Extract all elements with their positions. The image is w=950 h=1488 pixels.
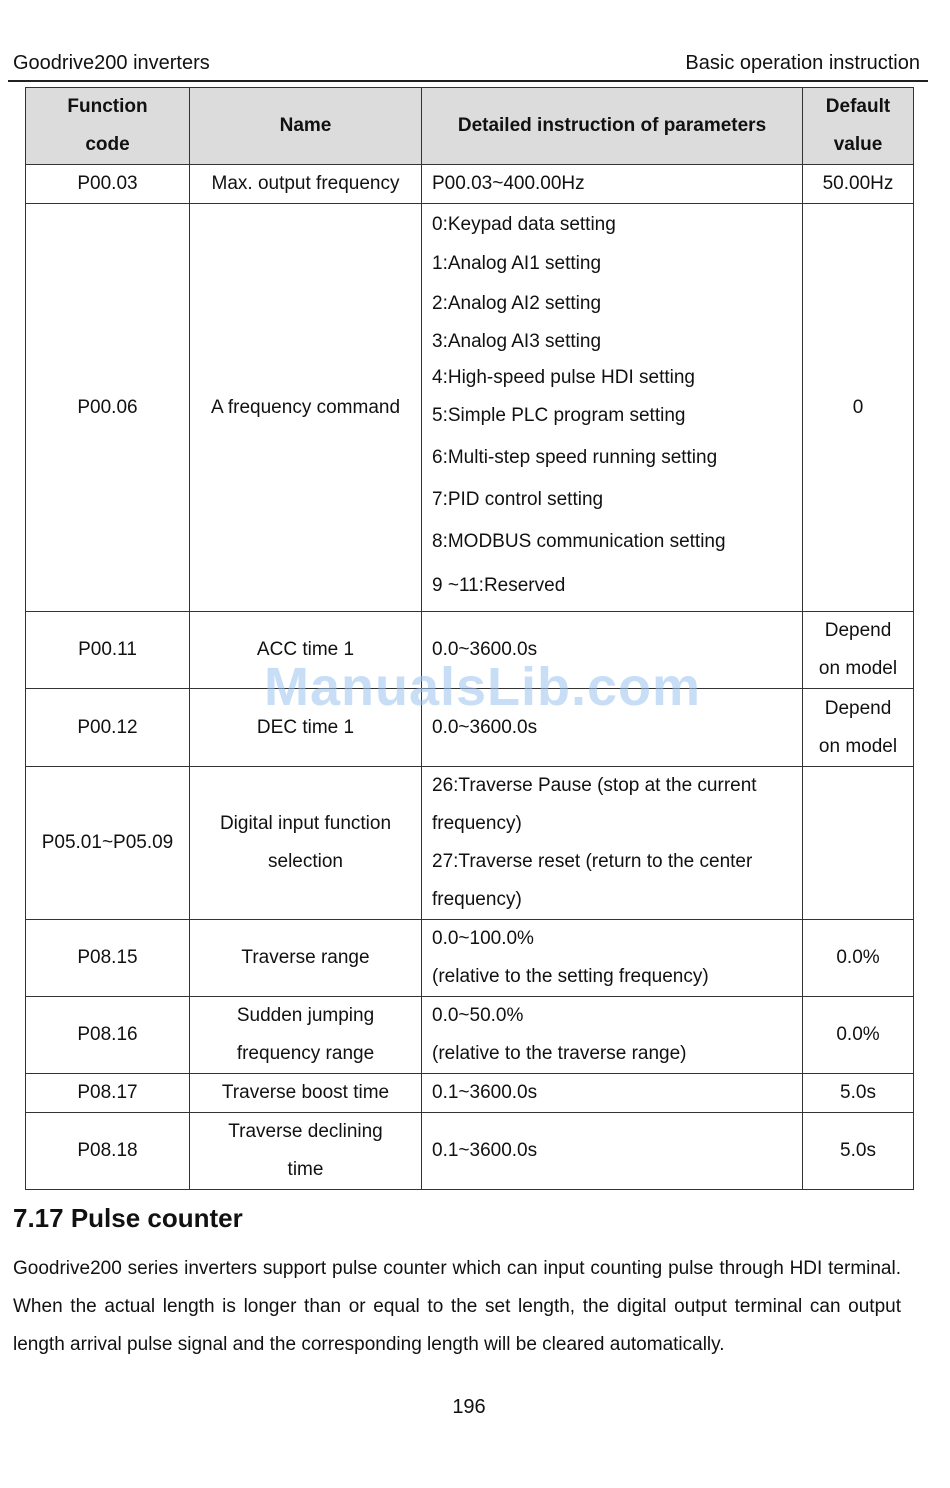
header-name: Name xyxy=(190,88,422,165)
default-value xyxy=(803,767,914,920)
watermark: ManualsLib.com xyxy=(263,657,702,717)
header-title: Goodrive200 inverters xyxy=(13,52,210,74)
param-detail: 0.1~3600.0s xyxy=(422,1113,803,1190)
function-code: P05.01~P05.09 xyxy=(26,767,190,920)
table-row xyxy=(26,920,914,997)
param-name: ACC time 1 xyxy=(190,612,422,689)
param-name: Traverse declining time xyxy=(190,1113,422,1190)
default-value: Depend on model xyxy=(803,612,914,689)
detail-line: frequency) xyxy=(432,813,522,834)
table-row xyxy=(26,1074,914,1113)
default-value: Depend on model xyxy=(803,689,914,767)
option-item: 0:Keypad data setting xyxy=(432,213,616,235)
table-row xyxy=(26,204,914,612)
table-row xyxy=(26,1113,914,1190)
function-code: P00.11 xyxy=(26,612,190,689)
page-number: 196 xyxy=(452,1396,486,1418)
header-function-code: Function code xyxy=(26,88,190,165)
function-code: P08.16 xyxy=(26,997,190,1074)
param-name: Max. output frequency xyxy=(190,165,422,204)
option-item: 3:Analog AI3 setting xyxy=(432,330,602,352)
option-item: 6:Multi-step speed running setting xyxy=(432,446,718,468)
param-detail: 0.0~100.0% (relative to the setting frequency) xyxy=(422,920,803,997)
option-item: 4:High-speed pulse HDI setting xyxy=(432,366,695,388)
param-name: Sudden jumping frequency range xyxy=(190,997,422,1074)
header-section: Basic operation instruction xyxy=(685,52,920,74)
detail-line: 27:Traverse reset (return to the center xyxy=(432,851,753,872)
param-name: DEC time 1 xyxy=(190,689,422,767)
option-item: 7:PID control setting xyxy=(432,488,604,510)
param-detail: 0.0~50.0% (relative to the traverse range) xyxy=(422,997,803,1074)
default-value: 0.0% xyxy=(803,920,914,997)
param-detail: 0.0~3600.0s xyxy=(422,612,803,689)
detail-line: frequency) xyxy=(432,889,522,910)
table-row xyxy=(26,997,914,1074)
param-detail: 0.0~3600.0s xyxy=(422,689,803,767)
option-item: 8:MODBUS communication setting xyxy=(432,530,726,552)
default-value: 5.0s xyxy=(803,1074,914,1113)
function-code: P08.18 xyxy=(26,1113,190,1190)
function-code: P08.17 xyxy=(26,1074,190,1113)
default-value: 50.00Hz xyxy=(803,165,914,204)
param-name: Traverse range xyxy=(190,920,422,997)
table-row xyxy=(26,767,914,920)
header-default-value: Default value xyxy=(803,88,914,165)
parameter-table xyxy=(25,87,914,1190)
table-header-row xyxy=(26,88,914,165)
function-code: P08.15 xyxy=(26,920,190,997)
default-value: 0 xyxy=(803,204,914,612)
detail-line: 26:Traverse Pause (stop at the current xyxy=(432,775,757,796)
function-code: P00.12 xyxy=(26,689,190,767)
table-row xyxy=(26,165,914,204)
option-item: 9 ~11:Reserved xyxy=(432,574,566,596)
function-code: P00.06 xyxy=(26,204,190,612)
function-code: P00.03 xyxy=(26,165,190,204)
param-name: Digital input function selection xyxy=(190,767,422,920)
param-detail xyxy=(422,767,803,920)
header-detail: Detailed instruction of parameters xyxy=(422,88,803,165)
param-detail: P00.03~400.00Hz xyxy=(422,165,803,204)
option-item: 1:Analog AI1 setting xyxy=(432,252,602,274)
option-item: 2:Analog AI2 setting xyxy=(432,292,602,314)
default-value: 0.0% xyxy=(803,997,914,1074)
option-item: 5:Simple PLC program setting xyxy=(432,404,686,426)
section-body: Goodrive200 series inverters support pulse counter which can input counting pulse through HDI terminal. When the actual length is longer than or equal to the set length, the digital output terminal can output length arrival pulse signal and the corresponding length will be cleared automatically. xyxy=(13,1258,901,1355)
param-detail: 0.1~3600.0s xyxy=(422,1074,803,1113)
header-divider xyxy=(8,80,928,82)
param-options xyxy=(422,204,803,612)
param-name: Traverse boost time xyxy=(190,1074,422,1113)
section-title: 7.17 Pulse counter xyxy=(13,1203,243,1233)
default-value: 5.0s xyxy=(803,1113,914,1190)
param-name: A frequency command xyxy=(190,204,422,612)
